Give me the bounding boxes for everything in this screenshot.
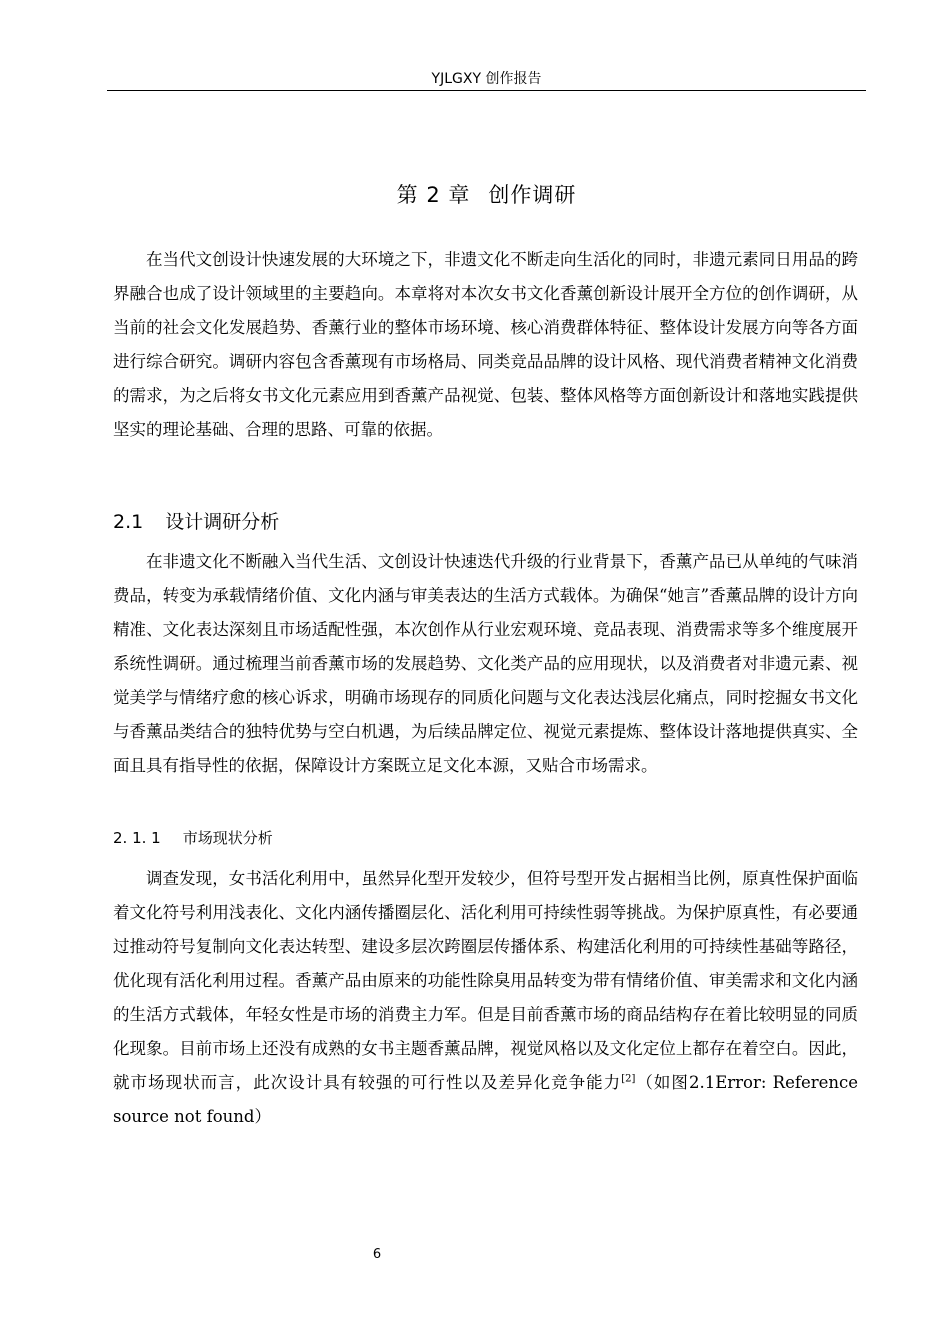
subsection-heading <box>113 826 273 850</box>
chapter-heading <box>107 181 866 209</box>
citation-marker[interactable]: [2] <box>621 1073 636 1085</box>
section-title: 设计调研分析 <box>165 511 280 533</box>
page-number: 6 <box>372 1247 382 1262</box>
section-paragraph: 在非遗文化不断融入当代生活、文创设计快速迭代升级的行业背景下，香薰产品已从单纯的气味消费品，转变为承载情绪价值、文化内涵与审美表达的生活方式载体。为确保“她言”香薰品牌的设计方向精准、文化表达深刻且市场适配性强，本次创作从行业宏观环境、竞品表现、消费需求等多个维度展开系统性调研。通过梳理当前香薰市场的发展趋势、文化类产品的应用现状，以及消费者对非遗元素、视觉美学与情绪疗愈的核心诉求，明确市场现存的同质化问题与文化表达浅层化痛点，同时挖掘女书文化与香薰品类结合的独特优势与空白机遇，为后续品牌定位、视觉元素提炼、整体设计落地提供真实、全面且具有指导性的依据，保障设计方案既立足文化本源，又贴合市场需求。 <box>113 552 858 775</box>
section-number: 2.1 <box>113 511 144 533</box>
subsection-title: 市场现状分析 <box>182 829 273 847</box>
subsection-number: 2. 1. 1 <box>113 829 161 847</box>
running-header: YJLGXY 创作报告 <box>431 71 542 87</box>
section-heading <box>113 507 279 537</box>
figure-reference: （如图2.1Error: Reference source not found） <box>113 1073 859 1126</box>
intro-paragraph: 在当代文创设计快速发展的大环境之下，非遗文化不断走向生活化的同时，非遗元素同日用品的跨界融合也成了设计领域里的主要趋向。本章将对本次女书文化香薰创新设计展开全方位的创作调研，从当前的社会文化发展趋势、香薰行业的整体市场环境、核心消费群体特征、整体设计发展方向等各方面进行综合研究。调研内容包含香薰现有市场格局、同类竞品品牌的设计风格、现代消费者精神文化消费的需求，为之后将女书文化元素应用到香薰产品视觉、包装、整体风格等方面创新设计和落地实践提供坚实的理论基础、合理的思路、可靠的依据。 <box>113 250 858 439</box>
subsection-paragraph <box>113 862 858 1134</box>
chapter-number: 第 2 章 <box>396 183 471 207</box>
subsection-body-text: 调查发现，女书活化利用中，虽然异化型开发较少，但符号型开发占据相当比例，原真性保护面临着文化符号利用浅表化、文化内涵传播圈层化、活化利用可持续性弱等挑战。为保护原真性，有必要通过推动符号复制向文化表达转型、建设多层次跨圈层传播体系、构建活化利用的可持续性基础等路径，优化现有活化利用过程。香薰产品由原来的功能性除臭用品转变为带有情绪价值、审美需求和文化内涵的生活方式载体，年轻女性是市场的消费主力军。但是目前香薰市场的商品结构存在着比较明显的同质化现象。目前市场上还没有成熟的女书主题香薰品牌，视觉风格以及文化定位上都存在着空白。因此，就市场现状而言，此次设计具有较强的可行性以及差异化竞争能力 <box>113 869 858 1092</box>
chapter-title: 创作调研 <box>488 183 577 207</box>
header-rule <box>107 90 866 91</box>
